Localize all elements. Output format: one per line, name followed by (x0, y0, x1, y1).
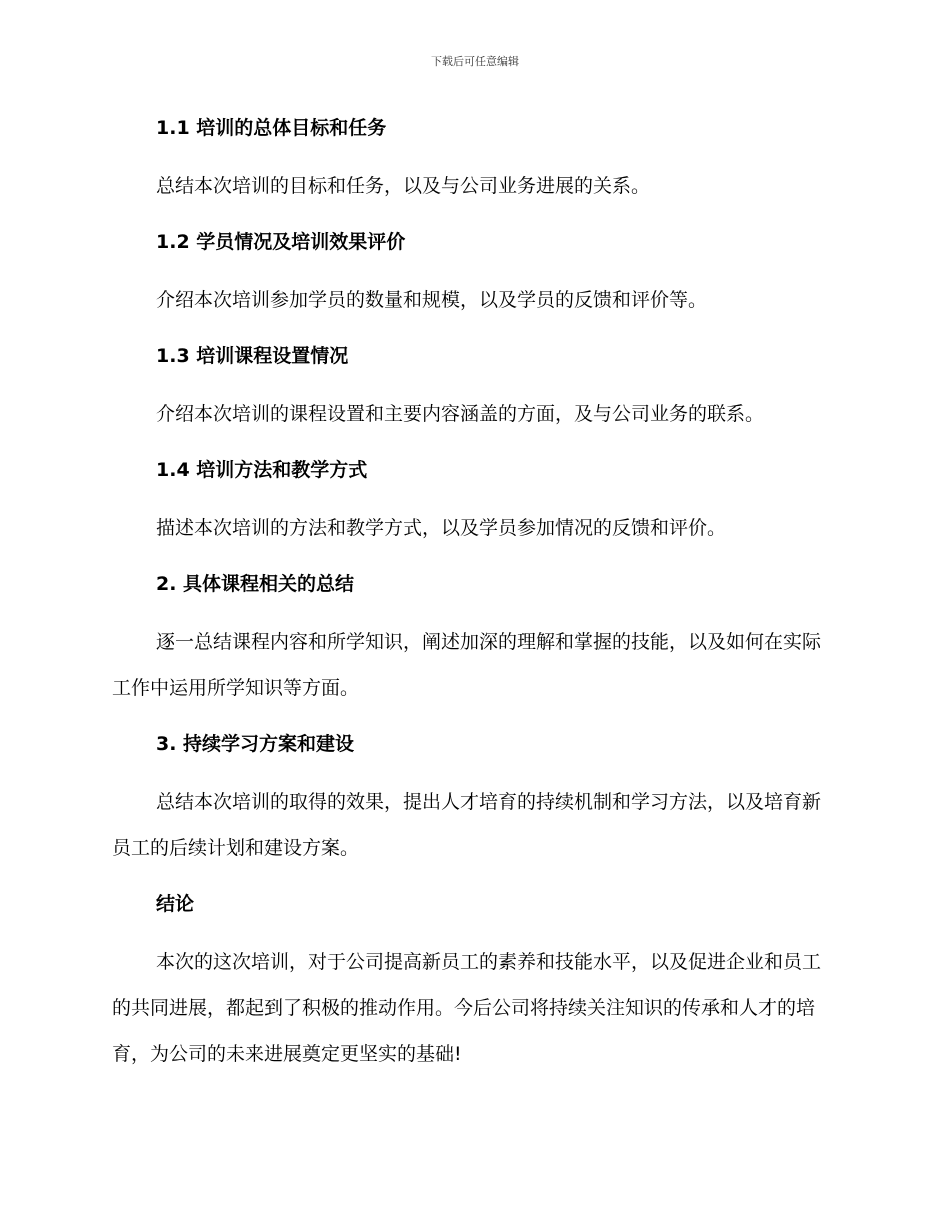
section-body-1-3: 介绍本次培训的课程设置和主要内容涵盖的方面，及与公司业务的联系。 (156, 403, 765, 425)
section-heading-1-1: 1.1 培训的总体目标和任务 (156, 117, 387, 139)
page-header: 下载后可任意编辑 (431, 55, 519, 68)
section-heading-3: 3. 持续学习方案和建设 (156, 733, 355, 755)
section-heading-1-3: 1.3 培训课程设置情况 (156, 345, 349, 367)
section-heading-2: 2. 具体课程相关的总结 (156, 573, 355, 595)
section-body-1-4: 描述本次培训的方法和教学方式，以及学员参加情况的反馈和评价。 (156, 517, 727, 539)
document-body (112, 111, 832, 1077)
section-heading-1-4: 1.4 培训方法和教学方式 (156, 459, 368, 481)
section-body-3: 总结本次培训的取得的效果，提出人才培育的持续机制和学习方法，以及培育新员工的后续计划和建设方案。 (112, 791, 822, 859)
section-body-conclusion: 本次的这次培训，对于公司提高新员工的素养和技能水平，以及促进企业和员工的共同进展，都起到了积极的推动作用。今后公司将持续关注知识的传承和人才的培育，为公司的未来进展奠定更坚实的基础! (112, 951, 822, 1065)
section-heading-1-2: 1.2 学员情况及培训效果评价 (156, 231, 406, 253)
section-body-1-2: 介绍本次培训参加学员的数量和规模，以及学员的反馈和评价等。 (156, 289, 708, 311)
section-body-2: 逐一总结课程内容和所学知识，阐述加深的理解和掌握的技能，以及如何在实际工作中运用所学知识等方面。 (112, 631, 822, 699)
section-heading-conclusion: 结论 (156, 893, 195, 915)
section-body-1-1: 总结本次培训的目标和任务，以及与公司业务进展的关系。 (156, 175, 651, 197)
